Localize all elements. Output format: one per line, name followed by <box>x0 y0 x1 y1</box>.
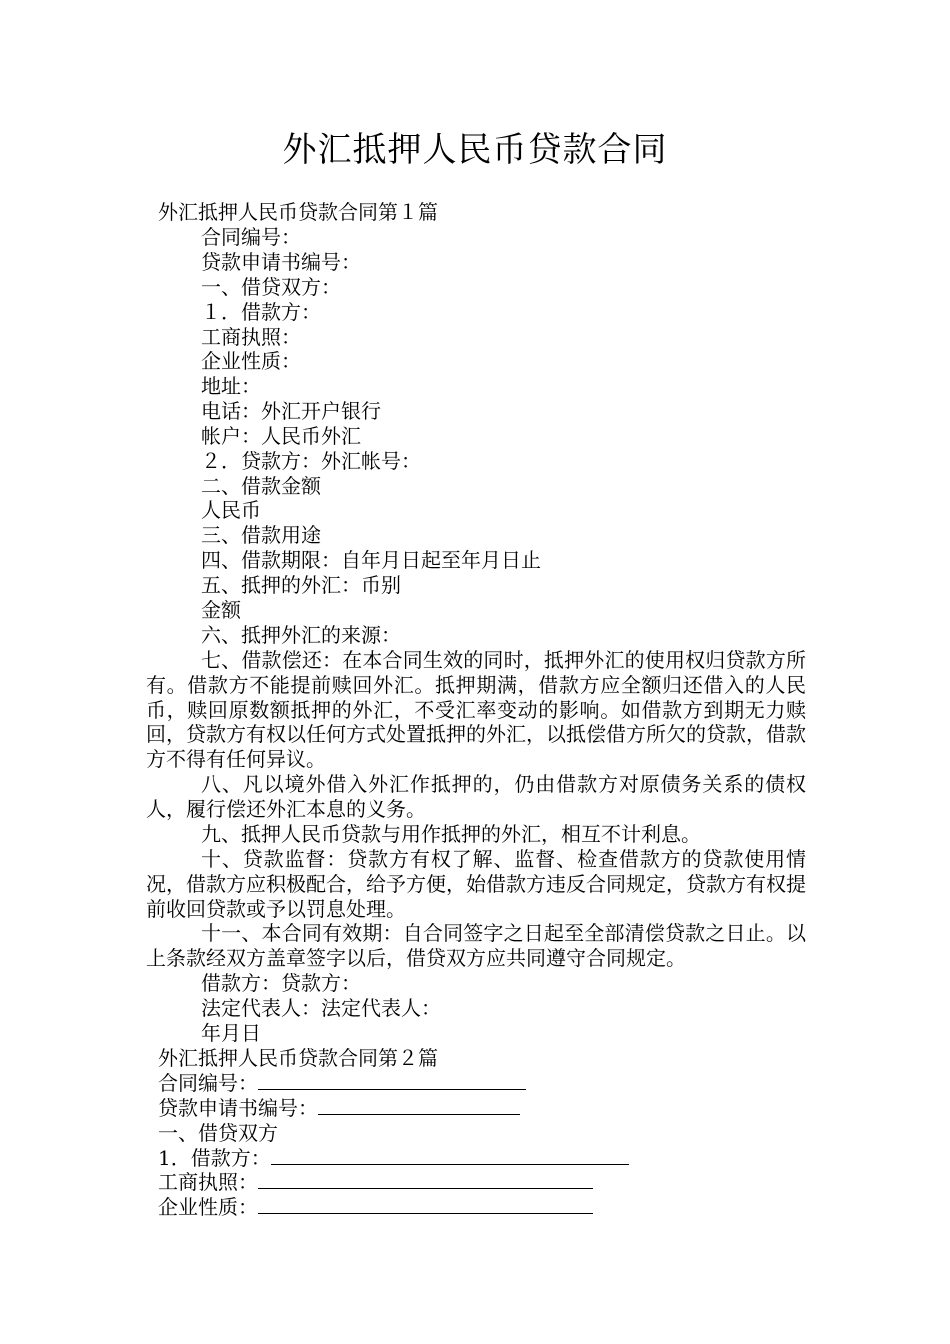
part1-line-parties: 一、借贷双方： <box>201 275 341 299</box>
part1-line-source: 六、抵押外汇的来源： <box>201 623 401 647</box>
part1-clause-validity: 十一、本合同有效期：自合同签字之日起至全部清偿贷款之日止。以上条款经双方盖章签字以后，借贷双方应共同遵守合同规定。 <box>146 921 806 970</box>
part1-line-rmb: 人民币 <box>201 498 261 522</box>
part1-signature-representatives: 法定代表人：法定代表人： <box>201 996 441 1020</box>
part2-application-no-label: 贷款申请书编号： <box>158 1096 318 1120</box>
part1-line-application-no: 贷款申请书编号： <box>201 250 361 274</box>
part1-line-amount-heading: 二、借款金额 <box>201 474 321 498</box>
part1-clause-interest: 九、抵押人民币贷款与用作抵押的外汇，相互不计利息。 <box>201 822 701 846</box>
part1-clause-overseas: 八、凡以境外借入外汇作抵押的，仍由借款方对原债务关系的债权人，履行偿还外汇本息的义务。 <box>146 772 806 821</box>
part2-heading: 外汇抵押人民币贷款合同第２篇 <box>158 1046 438 1070</box>
part1-line-contract-no: 合同编号： <box>201 225 301 249</box>
part2-borrower-blank <box>271 1147 629 1165</box>
part1-line-nature: 企业性质： <box>201 349 301 373</box>
part2-application-no <box>158 1096 520 1121</box>
part2-contract-no-blank <box>258 1072 526 1090</box>
part2-parties-heading: 一、借贷双方 <box>158 1121 278 1145</box>
part2-license <box>158 1170 593 1195</box>
part2-borrower <box>158 1146 629 1171</box>
part1-line-phone: 电话：外汇开户银行 <box>201 399 381 423</box>
part2-borrower-label: 1．借款方： <box>158 1146 271 1170</box>
part2-application-no-blank <box>318 1097 520 1115</box>
part1-line-term: 四、借款期限：自年月日起至年月日止 <box>201 548 541 572</box>
part1-clause-repayment: 七、借款偿还：在本合同生效的同时，抵押外汇的使用权归贷款方所有。借款方不能提前赎回外汇。抵押期满，借款方应全额归还借入的人民币，赎回原数额抵押的外汇，不受汇率变动的影响。如借款方到期无力赎回，贷款方有权以任何方式处置抵押的外汇，以抵偿借方所欠的贷款，借款方不得有任何异议。 <box>146 648 806 772</box>
document-title: 外汇抵押人民币贷款合同 <box>282 130 668 170</box>
part1-line-address: 地址： <box>201 374 261 398</box>
part2-license-blank <box>258 1171 593 1189</box>
part2-nature-blank <box>258 1196 593 1214</box>
part1-line-lender: ２．贷款方：外汇帐号： <box>201 449 421 473</box>
part1-line-license: 工商执照： <box>201 325 301 349</box>
part1-line-sum: 金额 <box>201 598 241 622</box>
part2-contract-no-label: 合同编号： <box>158 1071 258 1095</box>
part2-contract-no <box>158 1071 526 1096</box>
part2-nature-label: 企业性质： <box>158 1195 258 1219</box>
part2-license-label: 工商执照： <box>158 1170 258 1194</box>
part1-line-account: 帐户：人民币外汇 <box>201 424 361 448</box>
part1-signature-date: 年月日 <box>201 1021 261 1045</box>
part2-nature <box>158 1195 593 1220</box>
part1-line-purpose: 三、借款用途 <box>201 523 321 547</box>
part1-clause-supervision: 十、贷款监督：贷款方有权了解、监督、检查借款方的贷款使用情况，借款方应积极配合，给予方便，始借款方违反合同规定，贷款方有权提前收回贷款或予以罚息处理。 <box>146 847 806 921</box>
part1-heading: 外汇抵押人民币贷款合同第１篇 <box>158 200 438 224</box>
part1-signature-parties: 借款方：贷款方： <box>201 971 361 995</box>
part1-line-collateral: 五、抵押的外汇：币别 <box>201 573 401 597</box>
part1-line-borrower: １．借款方： <box>201 300 321 324</box>
